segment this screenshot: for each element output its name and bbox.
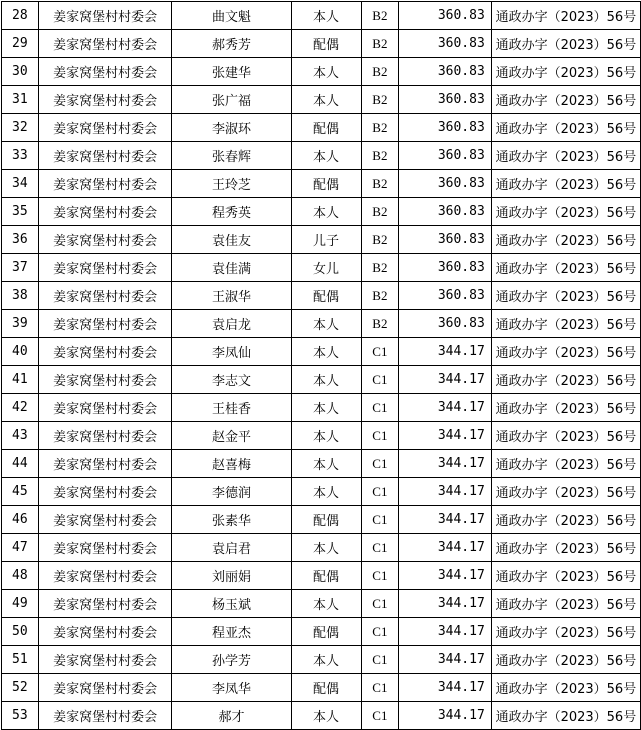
score-cell[interactable]: 360.83	[399, 198, 492, 226]
document-number-cell[interactable]: 通政办字（2023）56号	[491, 198, 640, 226]
document-number-cell[interactable]: 通政办字（2023）56号	[491, 422, 640, 450]
row-number-cell[interactable]: 49	[2, 590, 39, 618]
unit-cell[interactable]: 姜家窝堡村村委会	[38, 254, 172, 282]
document-number-cell[interactable]: 通政办字（2023）56号	[491, 646, 640, 674]
row-number-cell[interactable]: 34	[2, 170, 39, 198]
relation-cell[interactable]: 本人	[291, 310, 361, 338]
grade-cell[interactable]: C1	[361, 646, 399, 674]
table-row	[2, 2, 641, 30]
table-row	[2, 282, 641, 310]
unit-cell[interactable]: 姜家窝堡村村委会	[38, 58, 172, 86]
relation-cell[interactable]: 女儿	[291, 254, 361, 282]
document-number-cell[interactable]: 通政办字（2023）56号	[491, 618, 640, 646]
grade-cell[interactable]: C1	[361, 618, 399, 646]
unit-cell[interactable]: 姜家窝堡村村委会	[38, 506, 172, 534]
relation-cell[interactable]: 本人	[291, 422, 361, 450]
name-cell[interactable]: 张广福	[172, 86, 291, 114]
table-row	[2, 562, 641, 590]
grade-cell[interactable]: C1	[361, 702, 399, 730]
relation-cell[interactable]: 本人	[291, 534, 361, 562]
document-number-cell[interactable]: 通政办字（2023）56号	[491, 282, 640, 310]
table-row	[2, 674, 641, 702]
relation-cell[interactable]: 配偶	[291, 618, 361, 646]
unit-cell[interactable]: 姜家窝堡村村委会	[38, 338, 172, 366]
table-row	[2, 618, 641, 646]
document-number-cell[interactable]: 通政办字（2023）56号	[491, 254, 640, 282]
row-number-cell[interactable]: 32	[2, 114, 39, 142]
relation-cell[interactable]: 配偶	[291, 170, 361, 198]
score-cell[interactable]: 344.17	[399, 646, 492, 674]
score-cell[interactable]: 360.83	[399, 170, 492, 198]
score-cell[interactable]: 360.83	[399, 310, 492, 338]
unit-cell[interactable]: 姜家窝堡村村委会	[38, 30, 172, 58]
grade-cell[interactable]: C1	[361, 674, 399, 702]
document-number-cell[interactable]: 通政办字（2023）56号	[491, 86, 640, 114]
document-number-cell[interactable]: 通政办字（2023）56号	[491, 674, 640, 702]
score-cell[interactable]: 360.83	[399, 282, 492, 310]
row-number-cell[interactable]: 30	[2, 58, 39, 86]
score-cell[interactable]: 344.17	[399, 534, 492, 562]
row-number-cell[interactable]: 40	[2, 338, 39, 366]
score-cell[interactable]: 344.17	[399, 506, 492, 534]
document-number-cell[interactable]: 通政办字（2023）56号	[491, 2, 640, 30]
document-number-cell[interactable]: 通政办字（2023）56号	[491, 450, 640, 478]
name-cell[interactable]: 赵金平	[172, 422, 291, 450]
table-row	[2, 254, 641, 282]
grade-cell[interactable]: B2	[361, 2, 399, 30]
score-cell[interactable]: 360.83	[399, 2, 492, 30]
grade-cell[interactable]: C1	[361, 394, 399, 422]
row-number-cell[interactable]: 41	[2, 366, 39, 394]
name-cell[interactable]: 李志文	[172, 366, 291, 394]
grade-cell[interactable]: C1	[361, 534, 399, 562]
table-row	[2, 394, 641, 422]
score-cell[interactable]: 344.17	[399, 450, 492, 478]
table-row	[2, 478, 641, 506]
document-number-cell[interactable]: 通政办字（2023）56号	[491, 366, 640, 394]
unit-cell[interactable]: 姜家窝堡村村委会	[38, 142, 172, 170]
table-row	[2, 114, 641, 142]
relation-cell[interactable]: 配偶	[291, 562, 361, 590]
name-cell[interactable]: 王玲芝	[172, 170, 291, 198]
table-row	[2, 450, 641, 478]
relation-cell[interactable]: 本人	[291, 58, 361, 86]
row-number-cell[interactable]: 47	[2, 534, 39, 562]
name-cell[interactable]: 李淑环	[172, 114, 291, 142]
name-cell[interactable]: 赵喜梅	[172, 450, 291, 478]
grade-cell[interactable]: C1	[361, 506, 399, 534]
name-cell[interactable]: 李德润	[172, 478, 291, 506]
name-cell[interactable]: 曲文魁	[172, 2, 291, 30]
document-number-cell[interactable]: 通政办字（2023）56号	[491, 506, 640, 534]
table-row	[2, 534, 641, 562]
unit-cell[interactable]: 姜家窝堡村村委会	[38, 2, 172, 30]
score-cell[interactable]: 344.17	[399, 394, 492, 422]
relation-cell[interactable]: 本人	[291, 450, 361, 478]
document-number-cell[interactable]: 通政办字（2023）56号	[491, 590, 640, 618]
row-number-cell[interactable]: 37	[2, 254, 39, 282]
table-row	[2, 646, 641, 674]
unit-cell[interactable]: 姜家窝堡村村委会	[38, 618, 172, 646]
row-number-cell[interactable]: 33	[2, 142, 39, 170]
score-cell[interactable]: 344.17	[399, 618, 492, 646]
unit-cell[interactable]: 姜家窝堡村村委会	[38, 198, 172, 226]
score-cell[interactable]: 344.17	[399, 478, 492, 506]
name-cell[interactable]: 杨玉斌	[172, 590, 291, 618]
score-cell[interactable]: 344.17	[399, 422, 492, 450]
grade-cell[interactable]: B2	[361, 254, 399, 282]
relation-cell[interactable]: 本人	[291, 2, 361, 30]
grade-cell[interactable]: B2	[361, 226, 399, 254]
row-number-cell[interactable]: 52	[2, 674, 39, 702]
grade-cell[interactable]: B2	[361, 170, 399, 198]
unit-cell[interactable]: 姜家窝堡村村委会	[38, 478, 172, 506]
unit-cell[interactable]: 姜家窝堡村村委会	[38, 590, 172, 618]
row-number-cell[interactable]: 45	[2, 478, 39, 506]
table-row	[2, 226, 641, 254]
document-number-cell[interactable]: 通政办字（2023）56号	[491, 226, 640, 254]
unit-cell[interactable]: 姜家窝堡村村委会	[38, 282, 172, 310]
row-number-cell[interactable]: 39	[2, 310, 39, 338]
table-row	[2, 422, 641, 450]
score-cell[interactable]: 344.17	[399, 674, 492, 702]
relation-cell[interactable]: 本人	[291, 338, 361, 366]
row-number-cell[interactable]: 31	[2, 86, 39, 114]
score-cell[interactable]: 360.83	[399, 30, 492, 58]
row-number-cell[interactable]: 29	[2, 30, 39, 58]
row-number-cell[interactable]: 42	[2, 394, 39, 422]
unit-cell[interactable]: 姜家窝堡村村委会	[38, 450, 172, 478]
relation-cell[interactable]: 配偶	[291, 30, 361, 58]
document-number-cell[interactable]: 通政办字（2023）56号	[491, 338, 640, 366]
relation-cell[interactable]: 本人	[291, 394, 361, 422]
unit-cell[interactable]: 姜家窝堡村村委会	[38, 114, 172, 142]
row-number-cell[interactable]: 43	[2, 422, 39, 450]
score-cell[interactable]: 360.83	[399, 114, 492, 142]
grade-cell[interactable]: B2	[361, 30, 399, 58]
unit-cell[interactable]: 姜家窝堡村村委会	[38, 170, 172, 198]
score-cell[interactable]: 344.17	[399, 366, 492, 394]
name-cell[interactable]: 刘丽娟	[172, 562, 291, 590]
score-cell[interactable]: 344.17	[399, 702, 492, 730]
row-number-cell[interactable]: 36	[2, 226, 39, 254]
document-number-cell[interactable]: 通政办字（2023）56号	[491, 142, 640, 170]
document-number-cell[interactable]: 通政办字（2023）56号	[491, 310, 640, 338]
name-cell[interactable]: 袁佳满	[172, 254, 291, 282]
table-row	[2, 506, 641, 534]
grade-cell[interactable]: C1	[361, 450, 399, 478]
document-number-cell[interactable]: 通政办字（2023）56号	[491, 534, 640, 562]
document-number-cell[interactable]: 通政办字（2023）56号	[491, 30, 640, 58]
relation-cell[interactable]: 儿子	[291, 226, 361, 254]
name-cell[interactable]: 郝才	[172, 702, 291, 730]
score-cell[interactable]: 360.83	[399, 142, 492, 170]
relation-cell[interactable]: 本人	[291, 198, 361, 226]
row-number-cell[interactable]: 35	[2, 198, 39, 226]
grade-cell[interactable]: B2	[361, 86, 399, 114]
score-cell[interactable]: 344.17	[399, 338, 492, 366]
grade-cell[interactable]: C1	[361, 562, 399, 590]
relation-cell[interactable]: 本人	[291, 646, 361, 674]
table-row	[2, 30, 641, 58]
grade-cell[interactable]: B2	[361, 198, 399, 226]
name-cell[interactable]: 张春辉	[172, 142, 291, 170]
grade-cell[interactable]: C1	[361, 422, 399, 450]
document-number-cell[interactable]: 通政办字（2023）56号	[491, 562, 640, 590]
row-number-cell[interactable]: 48	[2, 562, 39, 590]
row-number-cell[interactable]: 53	[2, 702, 39, 730]
table-row	[2, 338, 641, 366]
table-row	[2, 590, 641, 618]
table-row	[2, 310, 641, 338]
relation-cell[interactable]: 本人	[291, 366, 361, 394]
row-number-cell[interactable]: 44	[2, 450, 39, 478]
relation-cell[interactable]: 配偶	[291, 282, 361, 310]
relation-cell[interactable]: 配偶	[291, 674, 361, 702]
document-number-cell[interactable]: 通政办字（2023）56号	[491, 170, 640, 198]
unit-cell[interactable]: 姜家窝堡村村委会	[38, 534, 172, 562]
document-number-cell[interactable]: 通政办字（2023）56号	[491, 478, 640, 506]
name-cell[interactable]: 张素华	[172, 506, 291, 534]
grade-cell[interactable]: B2	[361, 58, 399, 86]
score-cell[interactable]: 360.83	[399, 86, 492, 114]
name-cell[interactable]: 李凤华	[172, 674, 291, 702]
relation-cell[interactable]: 配偶	[291, 114, 361, 142]
grade-cell[interactable]: B2	[361, 282, 399, 310]
unit-cell[interactable]: 姜家窝堡村村委会	[38, 422, 172, 450]
grade-cell[interactable]: C1	[361, 366, 399, 394]
unit-cell[interactable]: 姜家窝堡村村委会	[38, 702, 172, 730]
unit-cell[interactable]: 姜家窝堡村村委会	[38, 646, 172, 674]
relation-cell[interactable]: 本人	[291, 478, 361, 506]
grade-cell[interactable]: B2	[361, 114, 399, 142]
unit-cell[interactable]: 姜家窝堡村村委会	[38, 394, 172, 422]
table-body	[2, 2, 641, 730]
table-row	[2, 86, 641, 114]
score-cell[interactable]: 360.83	[399, 58, 492, 86]
grade-cell[interactable]: B2	[361, 142, 399, 170]
relation-cell[interactable]: 本人	[291, 86, 361, 114]
grade-cell[interactable]: C1	[361, 590, 399, 618]
name-cell[interactable]: 袁启君	[172, 534, 291, 562]
name-cell[interactable]: 郝秀芳	[172, 30, 291, 58]
name-cell[interactable]: 程亚杰	[172, 618, 291, 646]
relation-cell[interactable]: 本人	[291, 590, 361, 618]
grade-cell[interactable]: C1	[361, 338, 399, 366]
row-number-cell[interactable]: 50	[2, 618, 39, 646]
document-number-cell[interactable]: 通政办字（2023）56号	[491, 58, 640, 86]
grade-cell[interactable]: C1	[361, 478, 399, 506]
relation-cell[interactable]: 本人	[291, 702, 361, 730]
table-row	[2, 142, 641, 170]
unit-cell[interactable]: 姜家窝堡村村委会	[38, 86, 172, 114]
unit-cell[interactable]: 姜家窝堡村村委会	[38, 674, 172, 702]
row-number-cell[interactable]: 51	[2, 646, 39, 674]
name-cell[interactable]: 袁启龙	[172, 310, 291, 338]
name-cell[interactable]: 李凤仙	[172, 338, 291, 366]
name-cell[interactable]: 王桂香	[172, 394, 291, 422]
unit-cell[interactable]: 姜家窝堡村村委会	[38, 226, 172, 254]
row-number-cell[interactable]: 28	[2, 2, 39, 30]
relation-cell[interactable]: 配偶	[291, 506, 361, 534]
relation-cell[interactable]: 本人	[291, 142, 361, 170]
name-cell[interactable]: 孙学芳	[172, 646, 291, 674]
name-cell[interactable]: 王淑华	[172, 282, 291, 310]
document-number-cell[interactable]: 通政办字（2023）56号	[491, 114, 640, 142]
unit-cell[interactable]: 姜家窝堡村村委会	[38, 366, 172, 394]
row-number-cell[interactable]: 46	[2, 506, 39, 534]
score-cell[interactable]: 344.17	[399, 562, 492, 590]
grade-cell[interactable]: B2	[361, 310, 399, 338]
score-cell[interactable]: 344.17	[399, 590, 492, 618]
score-cell[interactable]: 360.83	[399, 226, 492, 254]
data-table	[1, 1, 641, 730]
name-cell[interactable]: 张建华	[172, 58, 291, 86]
unit-cell[interactable]: 姜家窝堡村村委会	[38, 562, 172, 590]
table-row	[2, 58, 641, 86]
table-row	[2, 702, 641, 730]
name-cell[interactable]: 程秀英	[172, 198, 291, 226]
document-number-cell[interactable]: 通政办字（2023）56号	[491, 394, 640, 422]
table-row	[2, 366, 641, 394]
table-row	[2, 170, 641, 198]
row-number-cell[interactable]: 38	[2, 282, 39, 310]
table-row	[2, 198, 641, 226]
unit-cell[interactable]: 姜家窝堡村村委会	[38, 310, 172, 338]
score-cell[interactable]: 360.83	[399, 254, 492, 282]
name-cell[interactable]: 袁佳友	[172, 226, 291, 254]
document-number-cell[interactable]: 通政办字（2023）56号	[491, 702, 640, 730]
